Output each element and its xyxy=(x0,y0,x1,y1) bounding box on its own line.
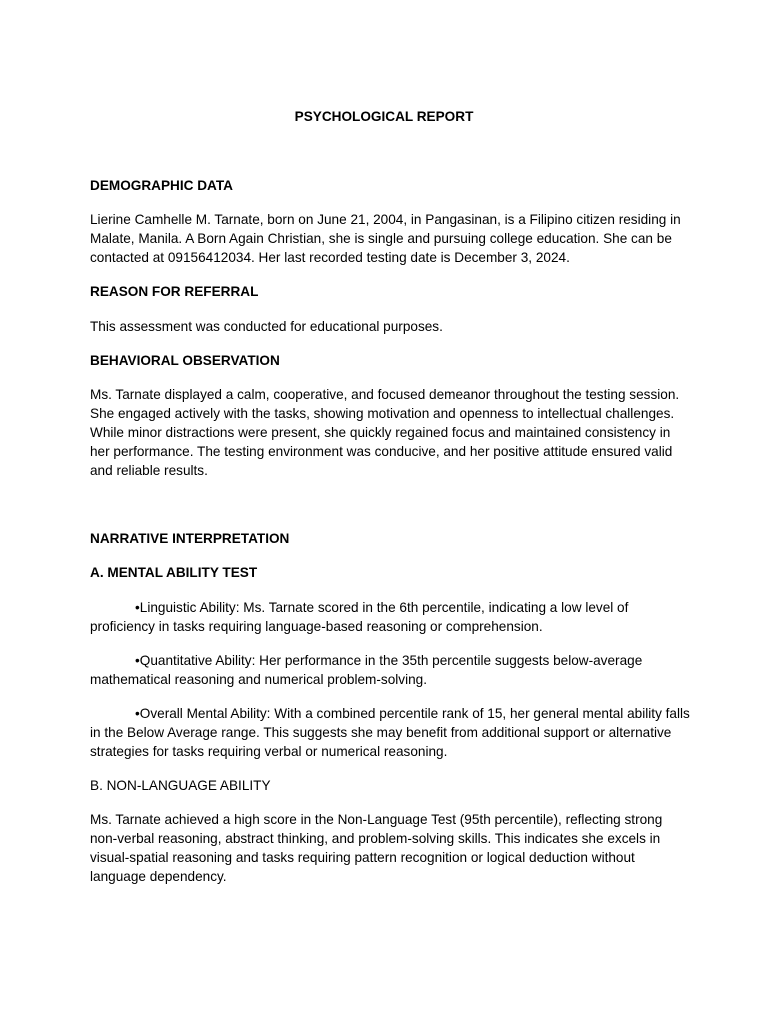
linguistic-ability-item: •Linguistic Ability: Ms. Tarnate scored in the 6th percentile, indicating a low level of proficiency in tasks requiring language-based reasoning or comprehension. xyxy=(90,600,629,634)
demographic-heading: DEMOGRAPHIC DATA xyxy=(90,178,233,193)
narrative-heading: NARRATIVE INTERPRETATION xyxy=(90,531,290,546)
referral-text: This assessment was conducted for educational purposes. xyxy=(90,319,443,334)
referral-heading: REASON FOR REFERRAL xyxy=(90,284,259,299)
behavioral-heading: BEHAVIORAL OBSERVATION xyxy=(90,353,280,368)
non-language-heading: B. NON-LANGUAGE ABILITY xyxy=(90,778,271,793)
non-language-text: Ms. Tarnate achieved a high score in the Non-Language Test (95th percentile), reflecting strong non-verbal reasoning, abstract thinking, and problem-solving skills. This indicates she excels in visual-spatial reasoning and tasks requiring pattern recognition or logical deduction without language dependency. xyxy=(90,812,663,884)
quantitative-ability-item: •Quantitative Ability: Her performance in the 35th percentile suggests below-average mathematical reasoning and numerical problem-solving. xyxy=(90,653,643,687)
behavioral-text: Ms. Tarnate displayed a calm, cooperative, and focused demeanor throughout the testing session. She engaged actively with the tasks, showing motivation and openness to intellectual challenges. While minor distractions were present, she quickly regained focus and maintained consistency in her performance. The testing environment was conducive, and her positive attitude ensured valid and reliable results. xyxy=(90,387,680,478)
report-title: PSYCHOLOGICAL REPORT xyxy=(294,109,474,124)
overall-mental-ability-item: •Overall Mental Ability: With a combined percentile rank of 15, her general mental ability falls in the Below Average range. This suggests she may benefit from additional support or alternative strategies for tasks requiring verbal or numerical reasoning. xyxy=(90,706,690,759)
demographic-text: Lierine Camhelle M. Tarnate, born on June 21, 2004, in Pangasinan, is a Filipino citizen residing in Malate, Manila. A Born Again Christian, she is single and pursuing college education. She can be contacted at 09156412034. Her last recorded testing date is December 3, 2024. xyxy=(90,212,681,265)
mental-ability-heading: A. MENTAL ABILITY TEST xyxy=(90,565,258,580)
